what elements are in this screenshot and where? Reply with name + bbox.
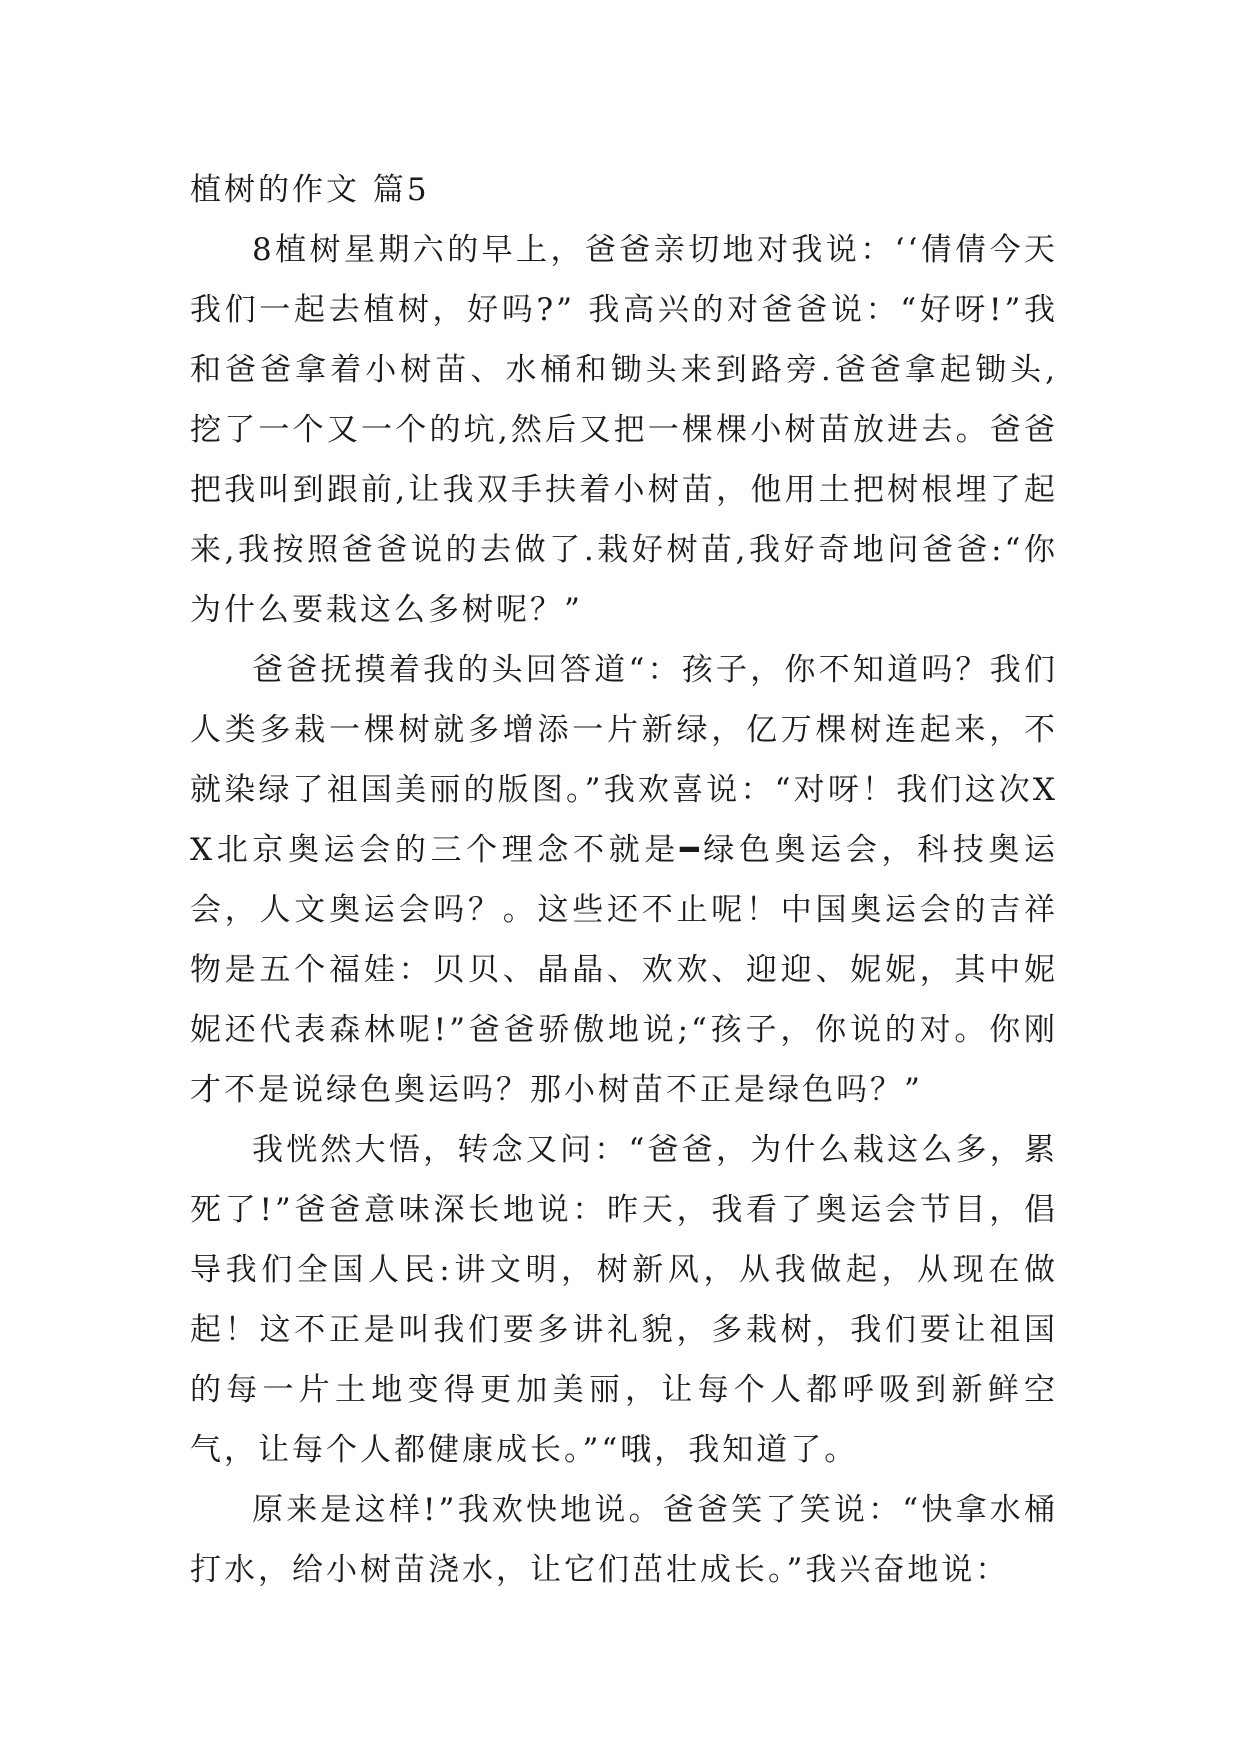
paragraph-3: 我恍然大悟，转念又问：“爸爸，为什么栽这么多，累死了!”爸爸意味深长地说：昨天，我看了奥运会节目，倡导我们全国人民:讲文明，树新风，从我做起，从现在做起！这不正是叫我们要多讲礼貌，多栽树，我们要让祖国的每一片土地变得更加美丽，让每个人都呼吸到新鲜空气，让每个人都健康成长。”“哦，我知道了。 <box>190 1132 1058 1468</box>
paragraph-1: 8植树星期六的早上，爸爸亲切地对我说：‘‘倩倩今天我们一起去植树，好吗?” 我高兴的对爸爸说：“好呀!”我和爸爸拿着小树苗、水桶和锄头来到路旁.爸爸拿起锄头,挖了一个又一个的坑,然后又把一棵棵小树苗放进去。爸爸把我叫到跟前,让我双手扶着小树苗，他用土把树根埋了起来,我按照爸爸说的去做了.栽好树苗,我好奇地问爸爸:“你为什么要栽这么多树呢？” <box>190 232 1058 628</box>
paragraph-2: 爸爸抚摸着我的头回答道“：孩子，你不知道吗？我们人类多栽一棵树就多增添一片新绿，亿万棵树连起来，不就染绿了祖国美丽的版图。”我欢喜说：“对呀！我们这次XX北京奥运会的三个理念不就是━绿色奥运会，科技奥运会，人文奥运会吗？。这些还不止呢！中国奥运会的吉祥物是五个福娃：贝贝、晶晶、欢欢、迎迎、妮妮，其中妮妮还代表森林呢!”爸爸骄傲地说;“孩子，你说的对。你刚才不是说绿色奥运吗？那小树苗不正是绿色吗？” <box>190 652 1058 1108</box>
document-body <box>190 160 1058 1600</box>
essay-title: 植树的作文 篇5 <box>190 172 430 208</box>
paragraph-4: 原来是这样!”我欢快地说。爸爸笑了笑说：“快拿水桶打水，给小树苗浇水，让它们茁壮成长。”我兴奋地说： <box>190 1492 1058 1588</box>
